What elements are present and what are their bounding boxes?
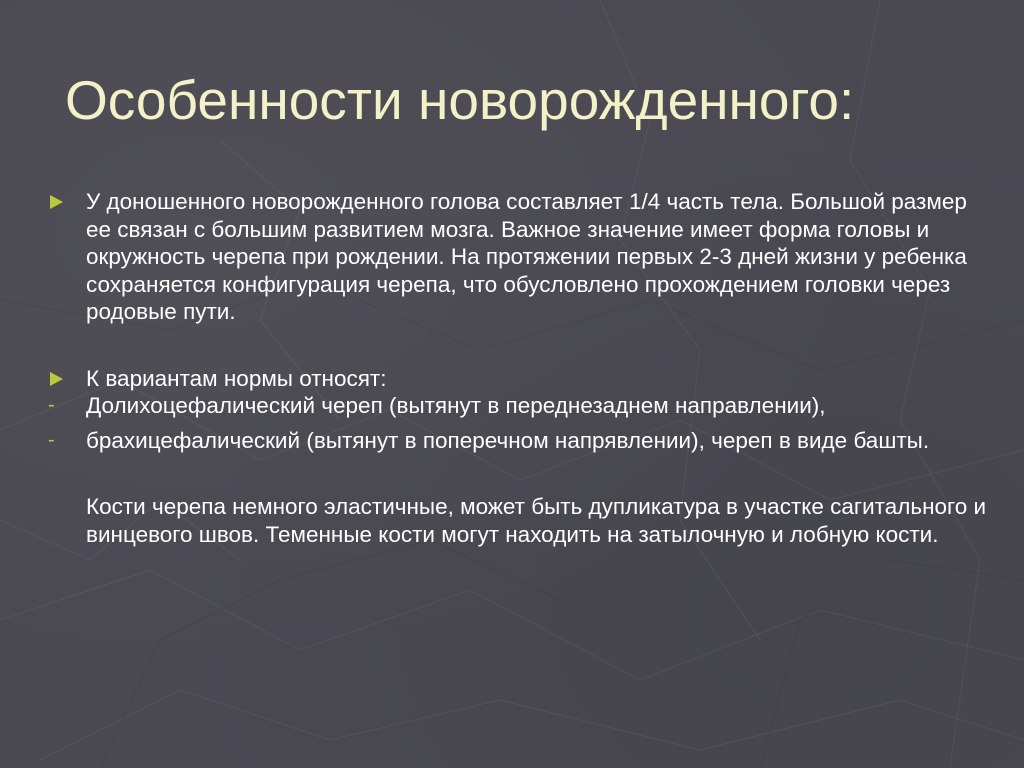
dash-item-brachycephalic — [48, 427, 988, 455]
dash-marker: - — [48, 428, 55, 451]
dash-text: Долихоцефалический череп (вытянут в переднезаднем направлении), — [86, 393, 826, 418]
bullet-text: К вариантам нормы относят: — [86, 365, 387, 391]
dash-text: брахицефалический (вытянут в поперечном напрявлении), череп в виде башты. — [86, 427, 930, 453]
dash-item-dolichocephalic — [48, 392, 988, 420]
dash-marker: - — [48, 394, 55, 416]
bullet-arrow-icon — [48, 188, 78, 215]
bullet-item-newborn-head — [48, 188, 988, 326]
paragraph-text: Кости черепа немного эластичные, может быть дупликатура в участке сагитального и винцевого швов. Теменные кости могут находить на затылочную и лобную кости. — [86, 494, 987, 547]
slide-body — [48, 188, 988, 548]
bullet-text: У доношенного новорожденного голова составляет 1/4 часть тела. Большой размер ее связан с большим развитием мозга. Важное значение имеет форма головы и окружность черепа при рождении. На протяжении первых 2-3 дней жизни у ребенка сохраняется конфигурация черепа, что обусловлено прохождением головки через родовые пути. — [86, 189, 967, 324]
bullet-item-norm-variants — [48, 365, 988, 393]
paragraph-skull-bones — [48, 493, 988, 548]
bullet-arrow-icon — [48, 365, 78, 392]
slide-title: Особенности новорожденного: — [65, 69, 855, 131]
